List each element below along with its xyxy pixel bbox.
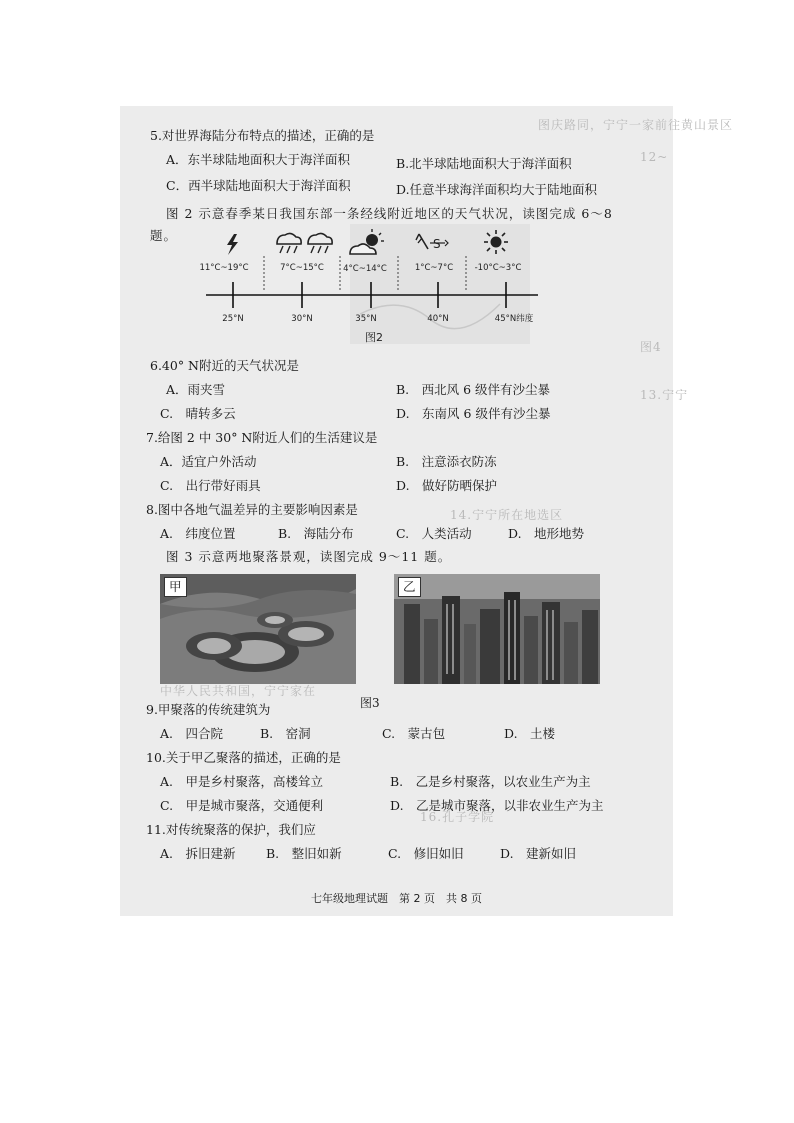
question-5-option-d[interactable]: D.任意半球海洋面积均大于陆地面积 [396,182,598,197]
question-9-option-a[interactable]: A. 四合院 [160,726,224,741]
rain-icon [308,233,332,253]
city-skyline-image [394,574,600,684]
figure-3-caption: 图3 [360,696,380,710]
question-5-stem: 5.对世界海陆分布特点的描述，正确的是 [150,128,375,143]
question-7-stem: 7.给图 2 中 30° N附近人们的生活建议是 [146,430,378,445]
temp-label: 4°C~14°C [343,264,387,274]
question-7-option-a[interactable]: A．适宜户外活动 [160,454,257,469]
question-10-stem: 10.关于甲乙聚落的描述，正确的是 [146,750,341,765]
bleed-through-text: 中华人民共和国，宁宁家在 [160,684,317,698]
bleed-through-text: 12~ [640,150,669,164]
latitude-label: 25°N [222,314,244,324]
bleed-through-text: 图4 [640,340,662,354]
question-5-option-c[interactable]: C．西半球陆地面积大于海洋面积 [166,178,351,193]
bleed-through-text: 13.宁宁 [640,388,689,402]
photo-jia-tulou [160,574,356,684]
question-9-option-c[interactable]: C. 蒙古包 [382,726,446,741]
question-8-option-c[interactable]: C. 人类活动 [396,526,472,541]
question-5-option-b[interactable]: B.北半球陆地面积大于海洋面积 [396,156,572,171]
question-9-stem: 9.甲聚落的传统建筑为 [146,702,271,717]
question-10-option-b[interactable]: B. 乙是乡村聚落，以农业生产为主 [390,774,591,789]
svg-text:S: S [433,237,441,251]
question-11-stem: 11.对传统聚落的保护，我们应 [146,822,316,837]
latitude-label: 35°N [355,314,377,324]
figure-2-intro-line2: 题。 [150,228,178,243]
question-6-option-c[interactable]: C. 晴转多云 [160,406,236,421]
figure-2-intro-line1: 图 2 示意春季某日我国东部一条经线附近地区的天气状况，读图完成 6～8 [166,206,613,221]
question-10-option-c[interactable]: C. 甲是城市聚落，交通便利 [160,798,324,813]
question-10-option-d[interactable]: D. 乙是城市聚落，以非农业生产为主 [390,798,604,813]
latitude-label: 30°N [291,314,313,324]
bleed-through-text: 14.宁宁所在地选区 [450,508,564,522]
latitude-label: 45°N纬度 [494,314,534,324]
figure-3-intro: 图 3 示意两地聚落景观，读图完成 9～11 题。 [166,549,452,564]
temp-label: 7°C~15°C [280,263,324,273]
latitude-label: 40°N [427,314,449,324]
question-6-option-d[interactable]: D. 东南风 6 级伴有沙尘暴 [396,406,551,421]
rain-icon [277,233,301,253]
question-6-option-b[interactable]: B. 西北风 6 级伴有沙尘暴 [396,382,551,397]
temp-label: -10°C~3°C [474,263,522,273]
question-6-stem: 6.40° N附近的天气状况是 [150,358,299,373]
question-8-option-a[interactable]: A. 纬度位置 [160,526,236,541]
question-9-option-b[interactable]: B. 窑洞 [260,726,311,741]
question-7-option-c[interactable]: C. 出行带好雨具 [160,478,261,493]
question-8-stem: 8.图中各地气温差异的主要影响因素是 [146,502,358,517]
photo-label-yi: 乙 [398,577,421,597]
bleed-through-text: 图庆路同，宁宁一家前往黄山景区 [538,118,734,132]
page-footer: 七年级地理试题 第 2 页 共 8 页 [311,892,482,905]
photo-yi-city [394,574,600,684]
question-11-option-b[interactable]: B. 整旧如新 [266,846,342,861]
lightning-icon [227,234,238,255]
figure-2-caption: 图2 [365,331,383,344]
temp-label: 1°C~7°C [414,263,454,273]
question-8-option-d[interactable]: D. 地形地势 [508,526,585,541]
photo-label-jia: 甲 [164,577,187,597]
question-6-option-a[interactable]: A．雨夹雪 [166,382,226,397]
bleed-through-text: 16.孔子学院 [420,810,495,824]
question-11-option-c[interactable]: C. 修旧如旧 [388,846,464,861]
question-9-option-d[interactable]: D. 土楼 [504,726,556,741]
tulou-image [160,574,356,684]
question-5-option-a[interactable]: A．东半球陆地面积大于海洋面积 [166,152,351,167]
temp-label: 11°C~19°C [199,263,249,273]
figure-2-weather-diagram [200,224,540,350]
question-10-option-a[interactable]: A. 甲是乡村聚落，高楼耸立 [160,774,324,789]
question-7-option-b[interactable]: B. 注意添衣防冻 [396,454,497,469]
question-11-option-a[interactable]: A. 拆旧建新 [160,846,236,861]
question-7-option-d[interactable]: D. 做好防晒保护 [396,478,498,493]
question-8-option-b[interactable]: B. 海陆分布 [278,526,354,541]
sun-icon [484,230,508,254]
exam-page [120,106,734,916]
question-11-option-d[interactable]: D. 建新如旧 [500,846,577,861]
